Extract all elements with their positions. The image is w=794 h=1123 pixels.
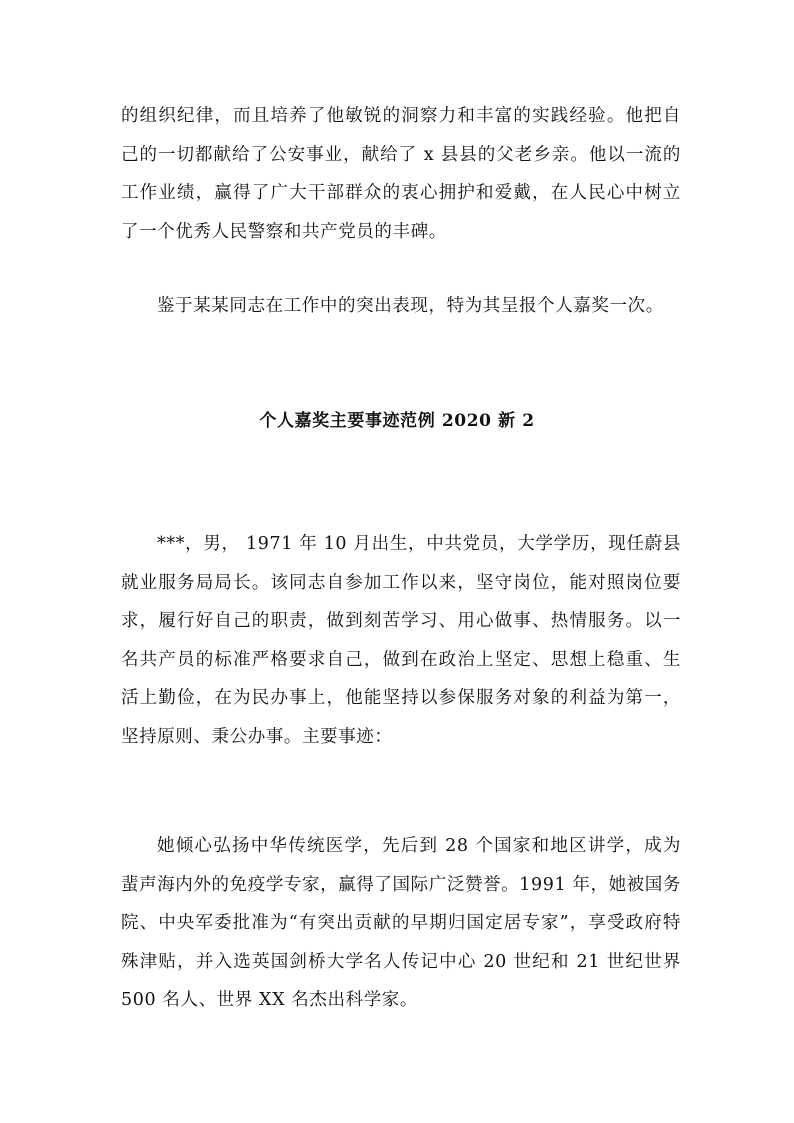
continuation-paragraph: 的组织纪律，而且培养了他敏锐的洞察力和丰富的实践经验。他把自己的一切都献给了公安事业，献给了 x 县县的父老乡亲。他以一流的工作业绩，赢得了广大干部群众的衷心拥护和爱戴，在人民心中树立了一个优秀人民警察和共产党员的丰碑。: [121, 106, 681, 242]
deeds-paragraph: 她倾心弘扬中华传统医学，先后到 28 个国家和地区讲学，成为蜚声海内外的免疫学专家，赢得了国际广泛赞誉。1991 年，她被国务院、中央军委批准为“有突出贡献的早期归国定居专家”，享受政府特殊津贴，并入选英国剑桥大学名人传记中心 20 世纪和 21 世纪世界 500 名人、世界 XX 名杰出科学家。: [121, 836, 681, 1010]
intro-paragraph: ***，男， 1971 年 10 月出生，中共党员，大学学历，现任蔚县就业服务局局长。该同志自参加工作以来，坚守岗位，能对照岗位要求，履行好自己的职责，做到刻苦学习、用心做事、热情服务。以一名共产员的标准严格要求自己，做到在政治上坚定、思想上稳重、生活上勤俭，在为民办事上，他能坚持以参保服务对象的利益为第一，坚持原则、秉公办事。主要事迹：: [121, 534, 681, 747]
document-title: 个人嘉奖主要事迹范例 2020 新 2: [259, 411, 535, 431]
recommendation-paragraph: 鉴于某某同志在工作中的突出表现，特为其呈报个人嘉奖一次。: [157, 296, 664, 316]
